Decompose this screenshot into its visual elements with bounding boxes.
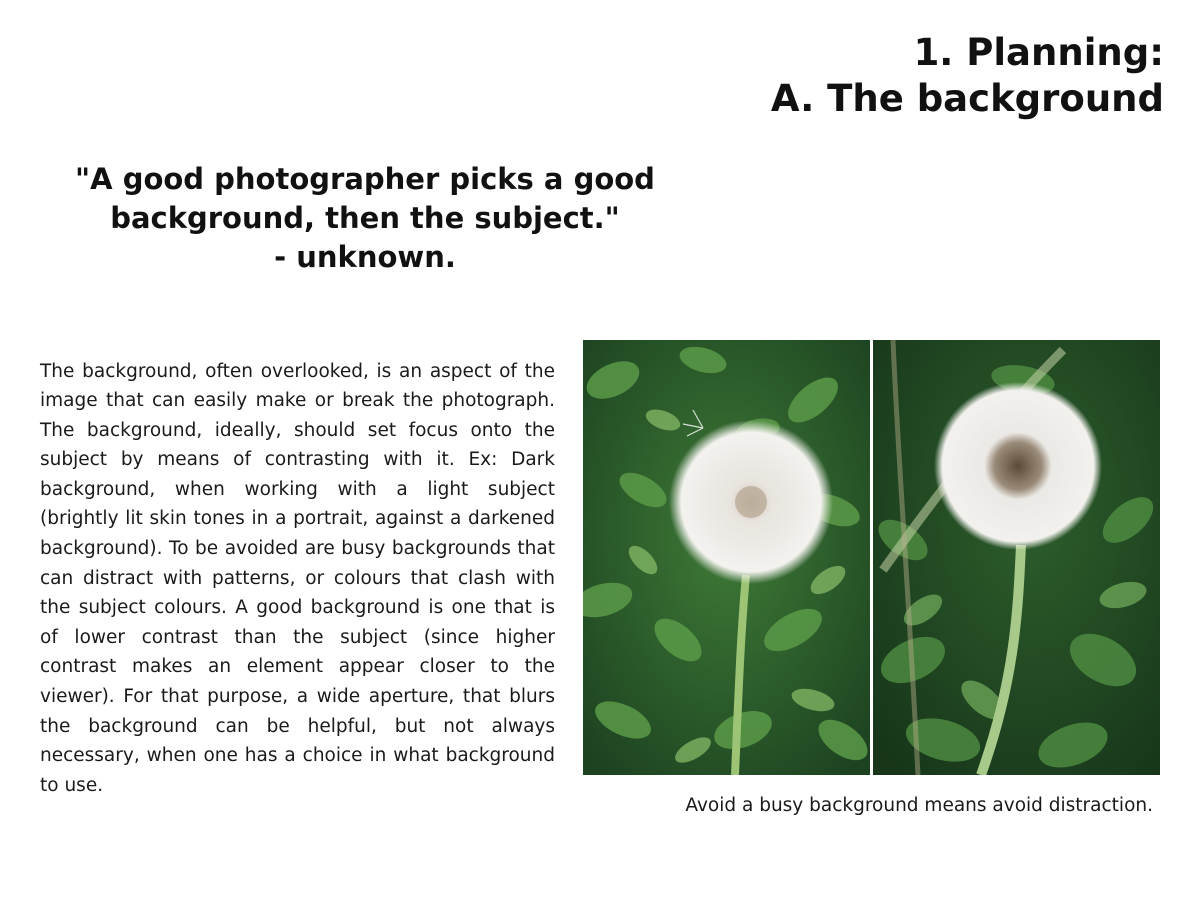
quote-attribution: - unknown. (274, 240, 456, 274)
dandelion-blurred-background-photo (873, 340, 1160, 775)
body-paragraph: The background, often overlooked, is an aspect of the image that can easily make or break the photograph. The background, ideally, should set focus onto the subject by means of contrasting with it. Ex: Dark background, when working with a light subject (brightly lit skin tones in a portrait, against a darkened background). To be avoided are busy backgrounds that can distract with patterns, or colours that clash with the subject colours. A good background is one that is of lower contrast than the subject (since higher contrast makes an element appear closer to the viewer). For that purpose, a wide aperture, that blurs the background can be helpful, but not always necessary, when one has a choice in what background to use. (40, 360, 555, 796)
slide-title-line-2: A. The background (770, 77, 1164, 120)
slide-title (464, 30, 1164, 122)
photo-caption: Avoid a busy background means avoid distraction. (685, 795, 1153, 816)
quote-block (60, 160, 670, 277)
photo-comparison (583, 340, 1160, 775)
quote-line-1: "A good photographer picks a good (75, 162, 655, 196)
slide-title-line-1: 1. Planning: (913, 31, 1164, 74)
quote-line-2: background, then the subject." (110, 201, 620, 235)
dandelion-busy-background-photo (583, 340, 870, 775)
